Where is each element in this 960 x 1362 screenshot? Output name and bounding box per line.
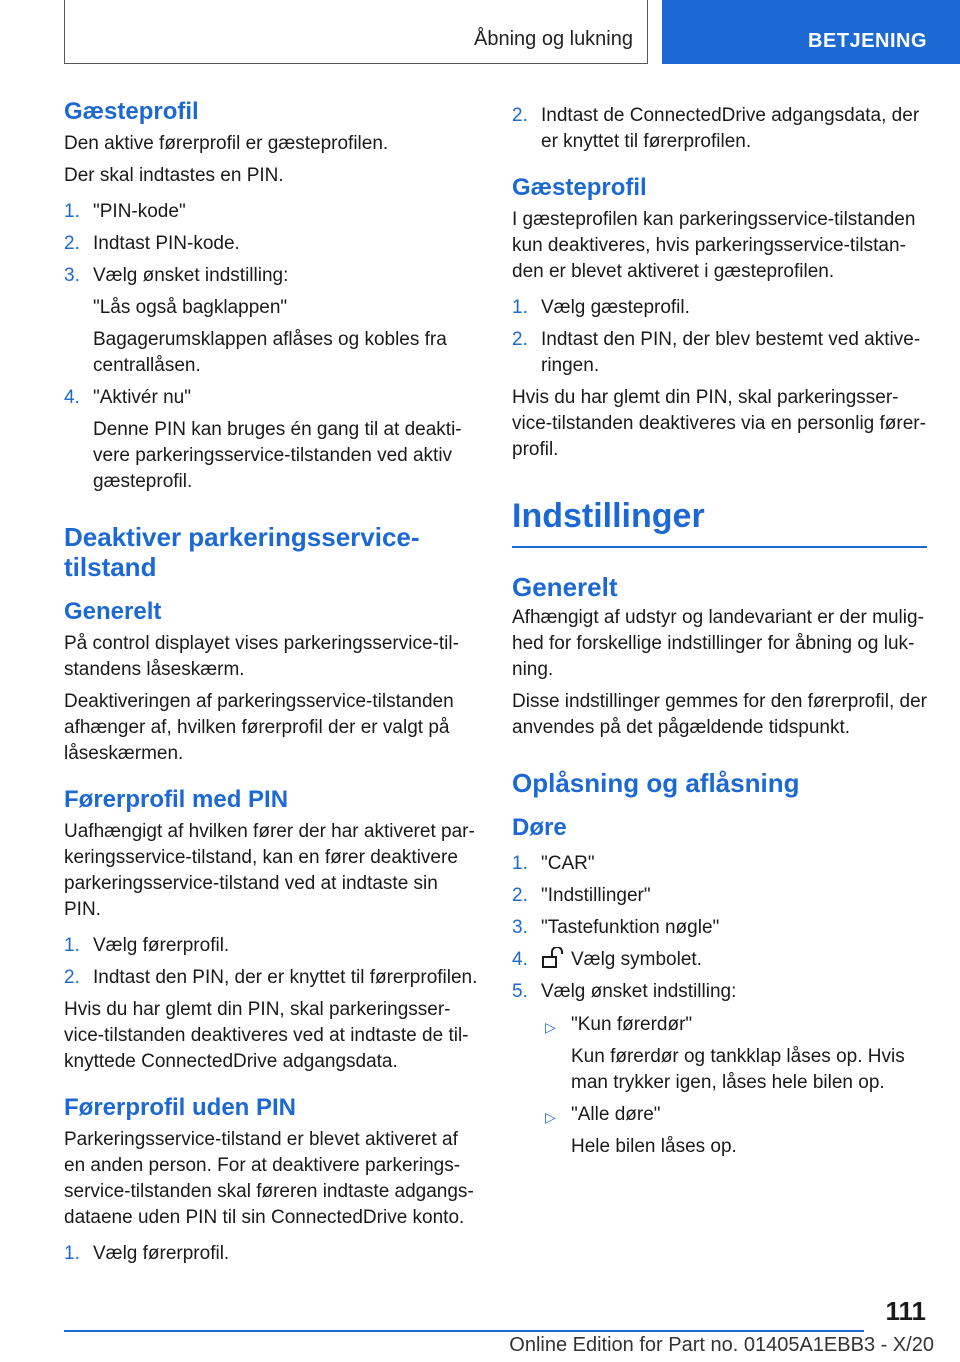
continued-steps <box>512 100 927 158</box>
option-item: ▷ "Alle døre" Hele bilen låses op. <box>541 1099 927 1163</box>
driver-profile-no-pin-steps <box>64 1238 479 1270</box>
paragraph: Parkeringsservice-tilstand er blevet aktiveret af en anden person. For at deaktivere parkeringsservice-tilstanden skal føreren indtaste adgangsdataene uden PIN til sin ConnectedDrive konto. <box>64 1129 474 1228</box>
paragraph: Den aktive førerprofil er gæsteprofilen. <box>64 133 389 154</box>
option-description: Bagagerumsklappen aflåses og kobles fra centrallåsen. <box>93 329 447 376</box>
driver-profile-pin-heading: Førerprofil med PIN <box>64 786 289 813</box>
list-item: 1. Vælg gæsteprofil. <box>512 297 690 318</box>
option-description: Kun førerdør og tankklap låses op. Hvis man trykker igen, låses hele bilen op. <box>571 1046 905 1093</box>
list-item: 1. "CAR" <box>512 853 595 874</box>
unlock-lock-heading: Oplåsning og aflåsning <box>512 768 800 798</box>
list-item: 2. Indtast den PIN, der er knyttet til førerprofilen. <box>64 967 478 988</box>
option-label: "Lås også bagklappen" <box>93 297 288 318</box>
list-item: 2. Indtast de ConnectedDrive adgangsdata, der er knyttet til førerprofilen. <box>512 105 920 152</box>
doors-steps <box>512 848 927 1166</box>
paragraph: Der skal indtastes en PIN. <box>64 165 284 186</box>
driver-profile-pin-steps <box>64 930 479 994</box>
header-section-box <box>64 0 648 64</box>
list-item: 4. Vælg symbolet. <box>512 949 702 970</box>
header-chapter-title: BETJENING <box>808 30 927 52</box>
list-item: 3. Vælg ønsket indstilling: "Lås også bagklappen" Bagagerumsklappen aflåses og kobles fra centrallåsen. <box>64 260 479 382</box>
paragraph: Disse indstillinger gemmes for den førerprofil, der anvendes på det pågældende tidspunkt. <box>512 691 927 738</box>
paragraph: Afhængigt af udstyr og landevariant er der mulighed for forskellige indstillinger for åbning og lukning. <box>512 607 924 680</box>
triangle-bullet-icon: ▷ <box>545 1109 556 1125</box>
general-heading: Generelt <box>512 572 618 602</box>
paragraph: På control displayet vises parkeringsservice-tilstandens låseskærm. <box>64 633 459 680</box>
option-item: ▷ "Kun førerdør" Kun førerdør og tankklap låses op. Hvis man trykker igen, låses hele bilen op. <box>541 1009 927 1099</box>
list-item: 1. Vælg førerprofil. <box>64 935 230 956</box>
footer-divider <box>64 1330 864 1332</box>
header-section-title: Åbning og lukning <box>473 28 633 50</box>
guest-profile-heading: Gæsteprofil <box>64 98 199 125</box>
option-list <box>541 1009 927 1163</box>
left-column <box>64 96 479 1270</box>
driver-profile-no-pin-heading: Førerprofil uden PIN <box>64 1094 297 1121</box>
list-item: 1. "PIN-kode" <box>64 201 186 222</box>
list-item: 5. Vælg ønsket indstilling: ▷ "Kun førerdør" Kun førerdør og tankklap låses op. Hvis man trykker igen, låses hele bilen op. ▷ "Alle døre" Hele bilen låses op. <box>512 976 927 1166</box>
list-item: 3. "Tastefunktion nøgle" <box>512 917 720 938</box>
header-chapter-tab <box>662 0 960 64</box>
list-item: 4. "Aktivér nu" Denne PIN kan bruges én gang til at deaktivere parkeringsservice-tilstanden ved aktiv gæsteprofil. <box>64 382 479 498</box>
list-item: 2. Indtast den PIN, der blev bestemt ved aktiveringen. <box>512 329 921 376</box>
option-description: Hele bilen låses op. <box>571 1136 737 1157</box>
right-column <box>512 96 927 1166</box>
paragraph: Hvis du har glemt din PIN, skal parkeringsservice-tilstanden deaktiveres via en personlig førerprofil. <box>512 387 926 460</box>
footer-edition: Online Edition for Part no. 01405A1EBB3 - X/20 <box>509 1334 934 1356</box>
paragraph: Uafhængigt af hvilken fører der har aktiveret parkeringsservice-tilstand, kan en fører deaktivere parkeringsservice-tilstand ved at indtaste sin PIN. <box>64 821 475 920</box>
guest-profile-heading: Gæsteprofil <box>512 174 647 201</box>
deactivate-heading: Deaktiver parkeringsservice-tilstand <box>64 522 420 582</box>
page-number: 111 <box>885 1296 926 1326</box>
option-description: Denne PIN kan bruges én gang til at deaktivere parkeringsservice-tilstanden ved aktiv gæsteprofil. <box>93 419 462 492</box>
paragraph: I gæsteprofilen kan parkeringsservice-tilstanden kun deaktiveres, hvis parkeringsservice-tilstanden er blevet aktiveret i gæsteprofilen. <box>512 209 916 282</box>
list-item: 2. "Indstillinger" <box>512 885 651 906</box>
triangle-bullet-icon: ▷ <box>545 1019 556 1035</box>
settings-heading: Indstillinger <box>512 490 927 548</box>
general-heading: Generelt <box>64 598 162 625</box>
paragraph: Deaktiveringen af parkeringsservice-tilstanden afhænger af, hvilken førerprofil der er valgt på låseskærmen. <box>64 691 454 764</box>
guest-profile-steps <box>64 196 479 498</box>
unlock-icon <box>541 947 565 969</box>
guest-profile-steps <box>512 292 927 382</box>
list-item: 2. Indtast PIN-kode. <box>64 233 240 254</box>
list-item: 1. Vælg førerprofil. <box>64 1243 230 1264</box>
paragraph: Hvis du har glemt din PIN, skal parkeringsservice-tilstanden deaktiveres ved at indtaste de tilknyttede ConnectedDrive adgangsdata. <box>64 999 469 1072</box>
doors-heading: Døre <box>512 814 567 841</box>
